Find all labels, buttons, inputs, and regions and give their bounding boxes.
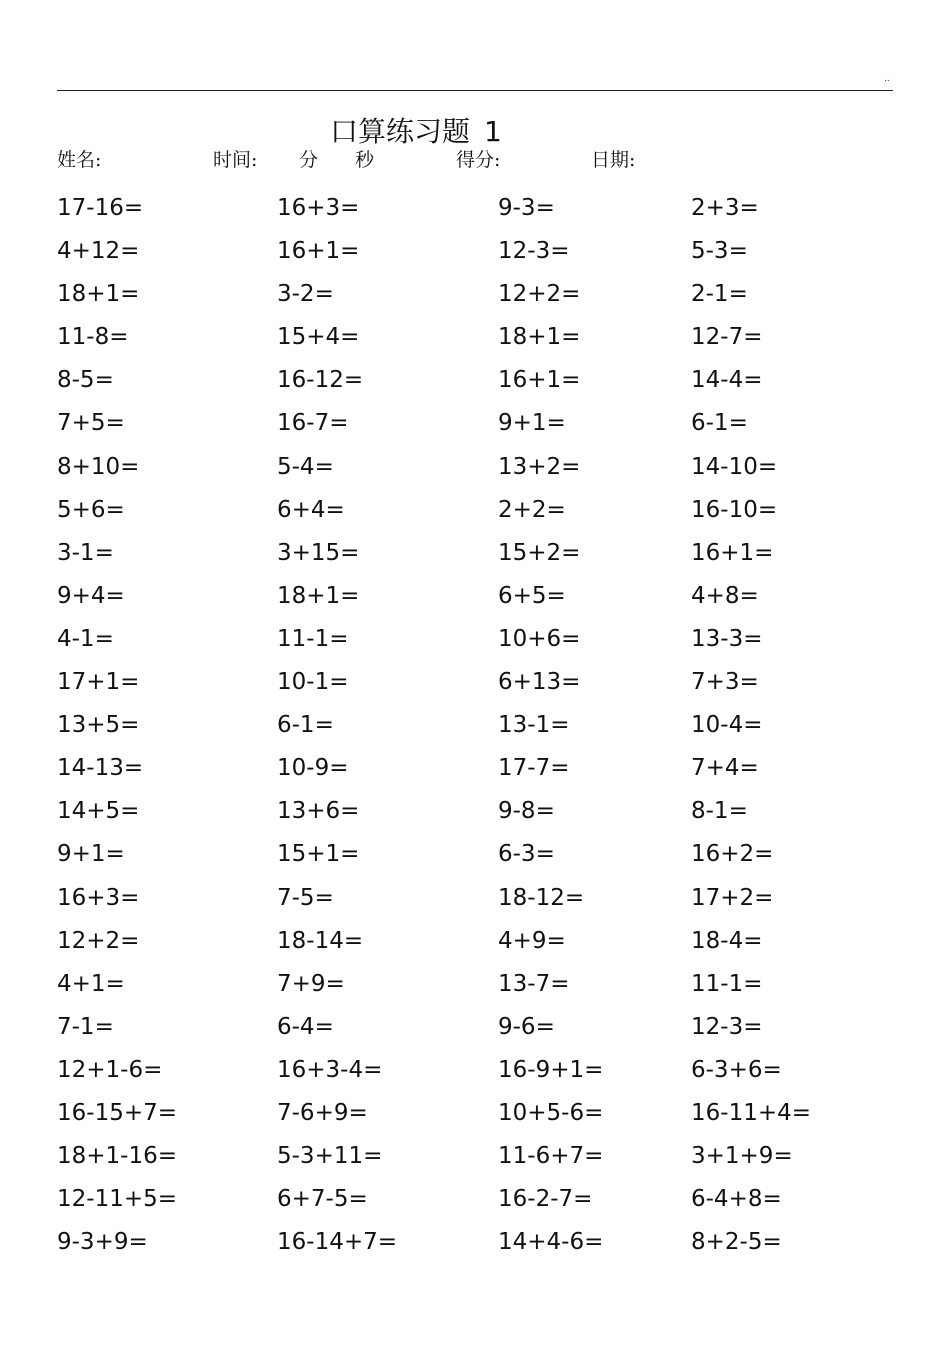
problem-item: 15+1= [277, 841, 360, 868]
title-number: 1 [484, 115, 502, 148]
problem-item: 6-3= [498, 841, 555, 868]
problem-item: 16-10= [691, 496, 778, 523]
problem-item: 12+1-6= [57, 1056, 163, 1083]
problem-item: 18+1= [57, 281, 140, 308]
problem-item: 7-1= [57, 1013, 114, 1040]
minute-label: 分 [299, 149, 319, 171]
problem-item: 4-1= [57, 625, 114, 652]
problem-item: 17+2= [691, 884, 774, 911]
problem-item: 13+6= [277, 798, 360, 825]
problem-item: 6-4+8= [691, 1186, 782, 1213]
problem-item: 16+1= [498, 367, 581, 394]
title-text: 口算练习题 [330, 115, 471, 148]
problem-item: 16-9+1= [498, 1056, 604, 1083]
problem-item: 5+6= [57, 496, 125, 523]
problem-item: 17+1= [57, 669, 140, 696]
problem-item: 8-5= [57, 367, 114, 394]
problem-item: 11-8= [57, 324, 129, 351]
score-label: 得分: [456, 149, 501, 171]
problem-item: 7-5= [277, 884, 334, 911]
problem-item: 13-1= [498, 712, 570, 739]
corner-mark: .. [884, 74, 890, 84]
problem-item: 5-4= [277, 453, 334, 480]
problem-item: 18-12= [498, 884, 585, 911]
problem-item: 8+10= [57, 453, 140, 480]
problem-item: 8+2-5= [691, 1229, 782, 1256]
problem-item: 12-3= [498, 238, 570, 265]
problem-item: 6+13= [498, 669, 581, 696]
problem-item: 11-1= [691, 970, 763, 997]
problem-item: 13-3= [691, 625, 763, 652]
problem-item: 18-14= [277, 927, 364, 954]
problem-item: 14-4= [691, 367, 763, 394]
problem-item: 10+6= [498, 625, 581, 652]
problem-item: 3+1+9= [691, 1143, 793, 1170]
problem-item: 14+5= [57, 798, 140, 825]
problem-item: 16+3-4= [277, 1056, 383, 1083]
problem-item: 4+1= [57, 970, 125, 997]
problem-item: 12-7= [691, 324, 763, 351]
problem-item: 14+4-6= [498, 1229, 604, 1256]
problem-item: 7+3= [691, 669, 759, 696]
problem-item: 3+15= [277, 539, 360, 566]
problem-item: 3-1= [57, 539, 114, 566]
problem-item: 14-10= [691, 453, 778, 480]
problem-item: 7+9= [277, 970, 345, 997]
problem-item: 16+1= [277, 238, 360, 265]
time-label: 时间: [213, 149, 258, 171]
problem-item: 17-7= [498, 755, 570, 782]
problem-item: 16-2-7= [498, 1186, 593, 1213]
problem-item: 16+3= [57, 884, 140, 911]
problem-item: 2-1= [691, 281, 748, 308]
problem-item: 9-8= [498, 798, 555, 825]
problem-item: 13-7= [498, 970, 570, 997]
date-label: 日期: [591, 149, 636, 171]
problem-item: 16-14+7= [277, 1229, 398, 1256]
problem-item: 6-1= [691, 410, 748, 437]
problem-item: 13+2= [498, 453, 581, 480]
problem-item: 9-3= [498, 195, 555, 221]
problem-item: 18-4= [691, 927, 763, 954]
problem-item: 5-3+11= [277, 1143, 383, 1170]
header-rule [57, 90, 893, 91]
problem-item: 16+3= [277, 195, 360, 221]
problem-item: 16-15+7= [57, 1099, 178, 1126]
problem-item: 11-6+7= [498, 1143, 604, 1170]
problem-item: 5-3= [691, 238, 748, 265]
problem-item: 10-4= [691, 712, 763, 739]
problem-item: 9+1= [57, 841, 125, 868]
problem-item: 7+4= [691, 755, 759, 782]
problem-item: 16+2= [691, 841, 774, 868]
problem-item: 10-1= [277, 669, 349, 696]
problem-item: 4+8= [691, 582, 759, 609]
problem-item: 7-6+9= [277, 1099, 368, 1126]
problem-item: 2+2= [498, 496, 566, 523]
problem-item: 3-2= [277, 281, 334, 308]
problem-item: 2+3= [691, 195, 759, 221]
problem-item: 15+4= [277, 324, 360, 351]
problem-item: 14-13= [57, 755, 144, 782]
problem-item: 16-12= [277, 367, 364, 394]
problem-item: 12-11+5= [57, 1186, 178, 1213]
problem-item: 12+2= [498, 281, 581, 308]
problem-item: 12-3= [691, 1013, 763, 1040]
problem-item: 18+1-16= [57, 1143, 178, 1170]
problem-item: 4+9= [498, 927, 566, 954]
problem-item: 6-1= [277, 712, 334, 739]
problem-item: 6-3+6= [691, 1056, 782, 1083]
problem-item: 9-3+9= [57, 1229, 148, 1256]
problem-item: 6+5= [498, 582, 566, 609]
problem-item: 15+2= [498, 539, 581, 566]
problem-item: 18+1= [277, 582, 360, 609]
problem-item: 10-9= [277, 755, 349, 782]
problem-item: 6-4= [277, 1013, 334, 1040]
worksheet-title [330, 114, 502, 150]
problem-item: 16-11+4= [691, 1099, 812, 1126]
problem-item: 6+4= [277, 496, 345, 523]
problem-item: 12+2= [57, 927, 140, 954]
problem-item: 9+1= [498, 410, 566, 437]
problem-item: 9-6= [498, 1013, 555, 1040]
problem-item: 17-16= [57, 195, 144, 221]
problem-item: 11-1= [277, 625, 349, 652]
name-label: 姓名: [57, 149, 102, 171]
problem-item: 16+1= [691, 539, 774, 566]
problem-item: 4+12= [57, 238, 140, 265]
problem-item: 7+5= [57, 410, 125, 437]
problem-item: 18+1= [498, 324, 581, 351]
second-label: 秒 [355, 149, 375, 171]
problem-item: 16-7= [277, 410, 349, 437]
problem-item: 13+5= [57, 712, 140, 739]
problem-item: 10+5-6= [498, 1099, 604, 1126]
problem-item: 8-1= [691, 798, 748, 825]
problem-item: 9+4= [57, 582, 125, 609]
problem-item: 6+7-5= [277, 1186, 368, 1213]
